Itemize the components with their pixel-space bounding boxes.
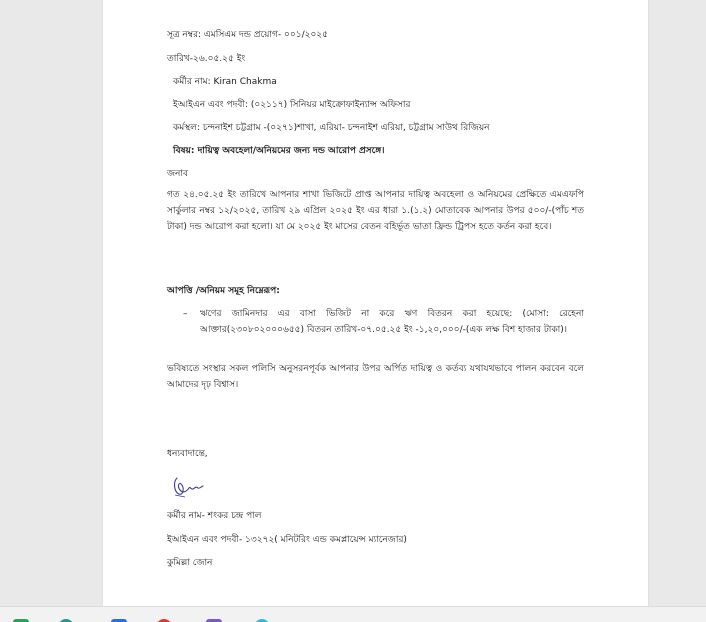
body-paragraph: গত ২৪.০৫.২৫ ইং তারিখে আপনার শাখা ভিজিটে প্রাপ্ত আপনার দায়িত্ব অবহেলা ও অনিয়মের প্রেক্ষিতে এমএফপি সার্কুলার নম্বর ১২/২০২৫, তারিখ ২৯ এপ্রিল ২০২৫ ইং এর ধারা ১.(১.২) মোতাবেক আপনার উপর ৫০০/-(পাঁচ শত টাকা) দন্ড আরোপ করা হলো। যা মে ২০২৫ ইং মাসের বেতন বহির্ভূত ভাতা ফ্রিন্ড ট্রিপস হতে কর্তন করা হবে।: [167, 190, 584, 232]
list-item: ঋণের জামিনদার এর বাসা ভিজিট না করে ঋণ বিতরন করা হয়েছে: (মোসা: রেহেনা আক্তার(২৩০৮০২০০০৬৫৫) বিতরন তারিখ-০৭.০৫.২৫ ইং -১,২০,০০০/-(এক লক্ষ বিশ হাজার টাকা)।: [200, 309, 584, 335]
employee-id-designation: ইআইএন এবং পদবী: (০২১১৭) সিনিয়র মাইক্রোফাইন্যান্স অফিসার: [173, 100, 411, 110]
thanks-line: ধন্যবাদান্তে,: [167, 449, 208, 459]
letter-date: তারিখ-২৬.০৫.২৫ ইং: [167, 54, 246, 64]
signer-office: কুমিল্লা জোন: [167, 558, 213, 568]
list-bullet: –: [183, 309, 188, 319]
list-heading: আপত্তি /অনিয়ম সমূহ নিম্নেরূপ:: [167, 286, 280, 296]
reference-number: সূত্র নম্বর: এমসিএম দন্ড প্রয়োগ- ০০১/২০২৫: [167, 30, 329, 40]
employee-name: কর্মীর নাম: Kiran Chakma: [173, 77, 277, 87]
signer-name: কর্মীর নাম- শংকর চন্দ্র পাল: [167, 511, 262, 521]
salutation: জনাব: [167, 169, 189, 179]
taskbar: [0, 606, 706, 622]
signature-image: [171, 474, 205, 500]
signer-id-designation: ইআইএন এবং পদবী- ১৩২৭২( মনিটরিং এন্ড কমপ্লায়েন্স ম্যানেজার): [167, 535, 407, 545]
closing-paragraph: ভবিষ্যতে সংস্থার সকল পলিসি অনুসরনপূর্বক আপনার উপর অর্পিত দায়িত্ব ও কর্তব্য যথাযথভাবে পালন করবেন বলে আমাদের দৃঢ় বিশ্বাস।: [167, 364, 584, 390]
letter-subject: বিষয়: দায়িত্ব অবহেলা/অনিয়মের জন্য দন্ড আরোপ প্রসঙ্গে।: [173, 146, 385, 156]
letter-page: [103, 0, 648, 606]
employee-workplace: কর্মস্থল: চন্দনাইশ চট্টগ্রাম -(০২৭১)শাখা, এরিয়া- চন্দনাইশ এরিয়া, চট্টগ্রাম সাউথ রিজিয়ন: [173, 123, 490, 133]
